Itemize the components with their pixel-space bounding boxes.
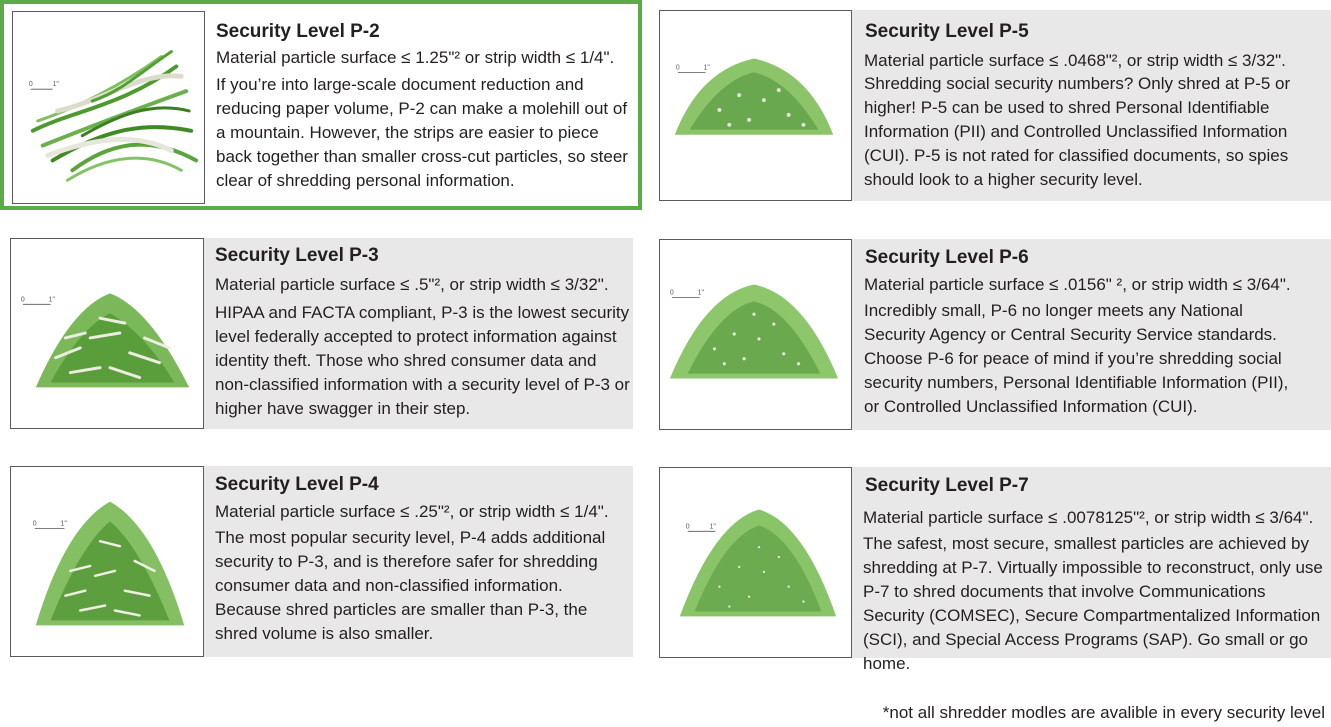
level-description: If you’re into large-scale document reduction and reducing paper volume, P-2 can make a molehill out of a mountain. However, the strips are easier to piece back together than smaller cross-cut particles, so steer clear of shredding personal information. bbox=[216, 75, 628, 190]
level-title: Security Level P-3 bbox=[215, 245, 379, 266]
shred-image-p7 bbox=[659, 467, 852, 658]
svg-text:1": 1" bbox=[703, 64, 710, 72]
svg-text:0: 0 bbox=[20, 296, 25, 304]
svg-text:0: 0 bbox=[685, 523, 690, 531]
level-spec: Material particle surface ≤ .0468"², or strip width ≤ 3/32". bbox=[864, 51, 1286, 70]
shred-image-p4 bbox=[10, 466, 204, 657]
shredded-particles-illustration bbox=[660, 240, 851, 429]
level-spec: Material particle surface ≤ .0156" ², or strip width ≤ 3/64". bbox=[864, 275, 1291, 294]
svg-text:1": 1" bbox=[60, 520, 67, 528]
level-spec: Material particle surface ≤ .0078125"², or strip width ≤ 3/64". bbox=[863, 508, 1314, 527]
svg-text:1": 1" bbox=[697, 289, 704, 297]
level-spec: Material particle surface ≤ .25"², or strip width ≤ 1/4". bbox=[215, 502, 609, 521]
shred-image-p3 bbox=[10, 238, 204, 429]
level-description: The safest, most secure, smallest particles are achieved by shredding at P-7. Virtually impossible to reconstruct, only use P-7 to shred documents that involve Communications Security (COMSEC), Secure Compartmentalized Information (SCI), and Special Access Programs (SAP). Go small or go home. bbox=[863, 534, 1323, 673]
level-card-p2[interactable] bbox=[0, 0, 642, 210]
svg-text:0: 0 bbox=[675, 64, 680, 72]
level-description: Incredibly small, P-6 no longer meets any National Security Agency or Central Security Service standards. Choose P-6 for peace of mind if you’re shredding social security numbers, Personal Identifiable Information (PII), or Controlled Unclassified Information (CUI). bbox=[864, 301, 1289, 416]
shredded-particles-illustration bbox=[11, 239, 203, 428]
level-description: The most popular security level, P-4 adds additional security to P-3, and is therefore safer for shredding consumer data and non-classified information. Because shred particles are smaller than P-3, the shred volume is also smaller. bbox=[215, 528, 606, 643]
level-spec: Material particle surface ≤ 1.25"² or strip width ≤ 1/4". bbox=[216, 48, 615, 67]
level-card-p6[interactable] bbox=[659, 239, 1331, 430]
shredded-particles-illustration bbox=[660, 11, 851, 200]
level-title: Security Level P-4 bbox=[215, 474, 379, 495]
level-card-p3[interactable] bbox=[10, 238, 633, 429]
level-card-p7[interactable] bbox=[659, 467, 1331, 673]
level-title: Security Level P-6 bbox=[865, 247, 1029, 268]
shred-image-p6 bbox=[659, 239, 852, 430]
svg-text:0: 0 bbox=[32, 520, 37, 528]
level-spec: Material particle surface ≤ .5"², or strip width ≤ 3/32". bbox=[215, 275, 609, 294]
svg-text:1": 1" bbox=[52, 81, 59, 89]
svg-text:1": 1" bbox=[709, 523, 716, 531]
shred-image-p2 bbox=[12, 11, 205, 204]
level-description: HIPAA and FACTA compliant, P-3 is the lowest security level federally accepted to protect information against identity theft. Those who shred consumer data and non-classified information with a security level of P-3 or higher have swagger in their step. bbox=[215, 303, 630, 418]
shredded-particles-illustration bbox=[11, 467, 203, 656]
svg-text:0: 0 bbox=[28, 81, 33, 89]
svg-text:0: 0 bbox=[669, 289, 674, 297]
level-title: Security Level P-5 bbox=[865, 21, 1029, 42]
level-title: Security Level P-2 bbox=[216, 21, 380, 42]
level-card-p4[interactable] bbox=[10, 466, 633, 657]
level-description: Shredding social security numbers? Only shred at P-5 or higher! P-5 can be used to shred Personal Identifiable Information (PII) and Controlled Unclassified Information (CUI). P-5 is not rated for classified documents, so spies should look to a higher security level. bbox=[864, 74, 1291, 189]
shredded-strips-illustration bbox=[13, 12, 204, 203]
shredded-particles-illustration bbox=[660, 468, 851, 657]
shred-image-p5 bbox=[659, 10, 852, 201]
svg-text:1": 1" bbox=[48, 296, 55, 304]
footnote: *not all shredder modles are avalible in every security level bbox=[882, 703, 1325, 722]
level-title: Security Level P-7 bbox=[865, 475, 1029, 496]
level-card-p5[interactable] bbox=[659, 10, 1331, 201]
